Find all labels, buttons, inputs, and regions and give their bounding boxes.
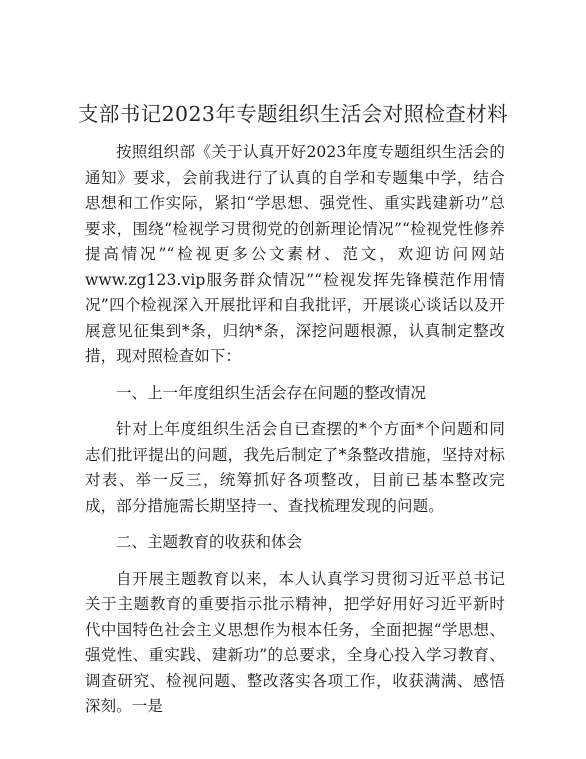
document-body bbox=[85, 140, 505, 720]
spacer bbox=[85, 519, 505, 530]
section-heading-1: 一、上一年度组织生活会存在问题的整改情况 bbox=[116, 383, 427, 402]
spacer bbox=[85, 406, 505, 417]
spacer bbox=[85, 370, 505, 381]
spacer bbox=[85, 556, 505, 567]
document-title: 支部书记2023年专题组织生活会对照检查材料 bbox=[78, 102, 508, 126]
section-paragraph-1: 针对上年度组织生活会自已查摆的*个方面*个问题和同志们批评提出的问题，我先后制定了*条整改措施，坚持对标对表、举一反三，统筹抓好各项整改，目前已基本整改完成，部分措施需长期坚持一、查找梳理发现的问题。 bbox=[85, 420, 505, 515]
intro-paragraph: 按照组织部《关于认真开好2023年度专题组织生活会的通知》要求，会前我进行了认真的自学和专题集中学，结合思想和工作实际，紧扣“学思想、强党性、重实践建新功”总要求，围绕“检视学习贯彻党的创新理论情况”“检视党性修养提高情况”“检视更多公文素材、范文，欢迎访问网站www.zg123.vip服务群众情况”“检视发挥先锋模范作用情况”四个检视深入开展批评和自我批评，开展谈心谈话以及开展意见征集到*条，归纳*条，深挖问题根源，认真制定整改措，现对照检查如下： bbox=[85, 143, 505, 365]
section-heading-2: 二、主题教育的收获和体会 bbox=[116, 533, 303, 551]
section-paragraph-2: 自开展主题教育以来，本人认真学习贯彻习近平总书记关于主题教育的重要指示批示精神，把学好用好习近平新时代中国特色社会主义思想作为根本任务，全面把握“学思想、强党性、重实践、建新功”的总要求，全身心投入学习教育、调查研究、检视问题、整改落实各项工作，收获满满、感悟深刻。一是 bbox=[85, 569, 505, 715]
